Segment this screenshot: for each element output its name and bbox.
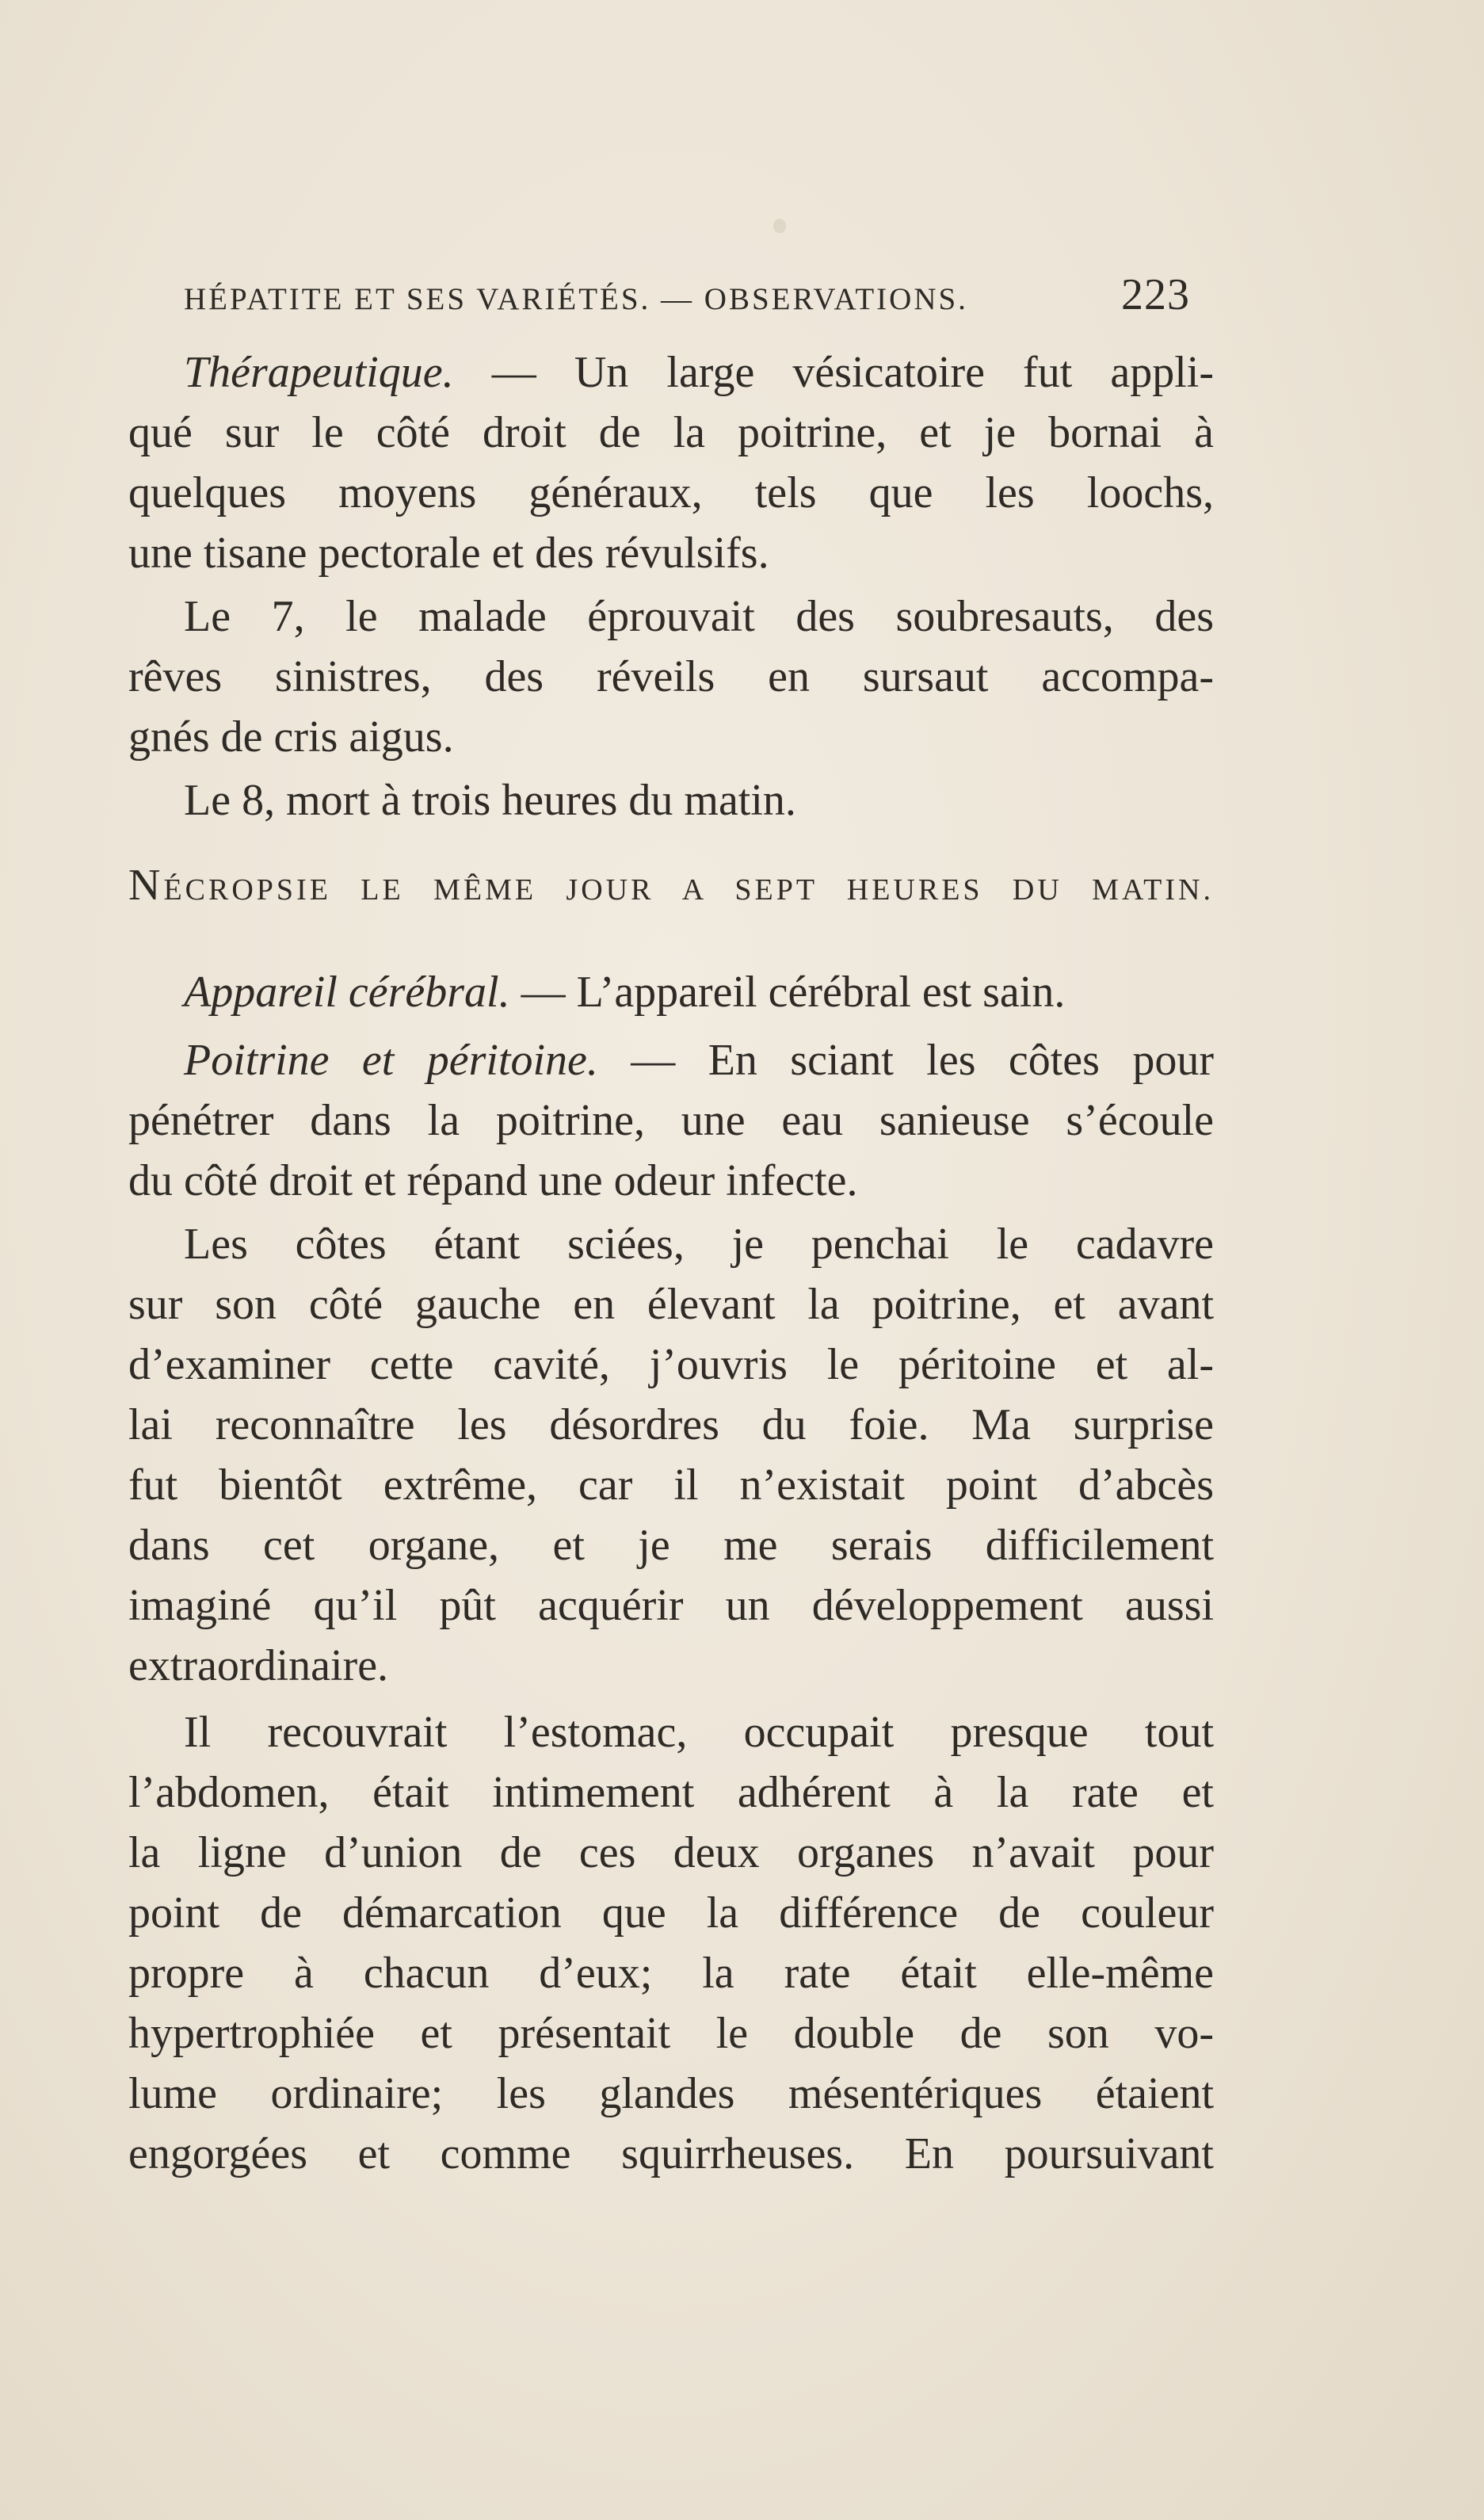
text-line xyxy=(128,1945,1214,2001)
line-text: fut bientôt extrême, car il n’existait point d’abcès xyxy=(128,1460,1214,1510)
text-line xyxy=(184,345,1214,400)
text-line xyxy=(128,405,1214,460)
line-text: sur son côté gauche en élevant la poitrine, et avant xyxy=(128,1280,1214,1329)
line-text: une tisane pectorale et des révulsifs. xyxy=(128,529,769,578)
text-line xyxy=(128,1337,1214,1392)
line-text: point de démarcation que la différence de couleur xyxy=(128,1888,1214,1938)
line-text: dans cet organe, et je me serais difficilement xyxy=(128,1521,1214,1570)
line-text: — L’appareil cérébral est sain. xyxy=(509,968,1066,1017)
text-line xyxy=(128,709,1214,765)
line-text: qué sur le côté droit de la poitrine, et je bornai à xyxy=(128,408,1214,457)
line-text: — En sciant les côtes pour xyxy=(597,1036,1214,1085)
text-line xyxy=(128,1457,1214,1513)
text-line xyxy=(128,1638,1214,1693)
text-line xyxy=(128,2066,1214,2121)
line-text: lume ordinaire; les glandes mésentériques étaient xyxy=(128,2069,1214,2118)
italic-lead: Thérapeutique. xyxy=(184,348,454,397)
text-line xyxy=(128,1885,1214,1941)
line-text: engorgées et comme squirrheuses. En poursuivant xyxy=(128,2129,1214,2178)
text-line xyxy=(128,2126,1214,2182)
text-line xyxy=(128,1518,1214,1573)
text-line xyxy=(184,1705,1214,1760)
page-number: 223 xyxy=(1121,270,1190,319)
line-text: gnés de cris aigus. xyxy=(128,712,454,762)
text-line xyxy=(128,1093,1214,1148)
line-text: lai reconnaître les désordres du foie. Ma surprise xyxy=(128,1400,1214,1449)
paper-stain xyxy=(773,219,786,233)
running-title: HÉPATITE ET SES VARIÉTÉS. — OBSERVATIONS. xyxy=(184,282,968,316)
text-line xyxy=(128,1578,1214,1633)
text-line xyxy=(184,1033,1214,1088)
running-header xyxy=(184,269,1190,320)
text-line xyxy=(128,1277,1214,1332)
line-text: du côté droit et répand une odeur infecte. xyxy=(128,1156,858,1205)
text-line xyxy=(128,649,1214,704)
line-text: rêves sinistres, des réveils en sursaut accompa- xyxy=(128,652,1214,701)
italic-lead: Poitrine et péritoine. xyxy=(184,1036,598,1085)
line-text: — Un large vésicatoire fut appli- xyxy=(453,348,1214,397)
line-text: la ligne d’union de ces deux organes n’avait pour xyxy=(128,1828,1214,1877)
line-text: Il recouvrait l’estomac, occupait presque tout xyxy=(184,1708,1214,1757)
text-line xyxy=(184,589,1214,644)
text-line xyxy=(184,1216,1214,1272)
text-line xyxy=(128,465,1214,521)
line-text: propre à chacun d’eux; la rate était elle-même xyxy=(128,1949,1214,1998)
text-line xyxy=(128,1825,1214,1880)
text-line xyxy=(128,1153,1214,1208)
line-text: quelques moyens généraux, tels que les loochs, xyxy=(128,468,1214,517)
text-line xyxy=(184,773,1214,828)
line-text: Le 7, le malade éprouvait des soubresauts, des xyxy=(184,592,1214,641)
text-line xyxy=(128,1397,1214,1453)
line-text: imaginé qu’il pût acquérir un développement aussi xyxy=(128,1581,1214,1630)
text-line xyxy=(128,2006,1214,2061)
section-heading xyxy=(128,860,1214,911)
text-line xyxy=(128,1765,1214,1820)
line-text: Le 8, mort à trois heures du matin. xyxy=(184,776,796,825)
heading-initial: N xyxy=(128,861,164,910)
line-text: d’examiner cette cavité, j’ouvris le péritoine et al- xyxy=(128,1340,1214,1389)
line-text: extraordinaire. xyxy=(128,1641,389,1690)
line-text: Les côtes étant sciées, je penchai le cadavre xyxy=(184,1220,1214,1269)
heading-rest: ÉCROPSIE LE MÊME JOUR A SEPT HEURES DU MATIN. xyxy=(163,873,1214,907)
line-text: pénétrer dans la poitrine, une eau sanieuse s’écoule xyxy=(128,1096,1214,1145)
text-line xyxy=(128,525,1214,581)
text-line xyxy=(184,964,1214,1020)
line-text: l’abdomen, était intimement adhérent à la rate et xyxy=(128,1768,1214,1817)
italic-lead: Appareil cérébral. xyxy=(184,968,510,1017)
line-text: hypertrophiée et présentait le double de son vo- xyxy=(128,2009,1214,2058)
